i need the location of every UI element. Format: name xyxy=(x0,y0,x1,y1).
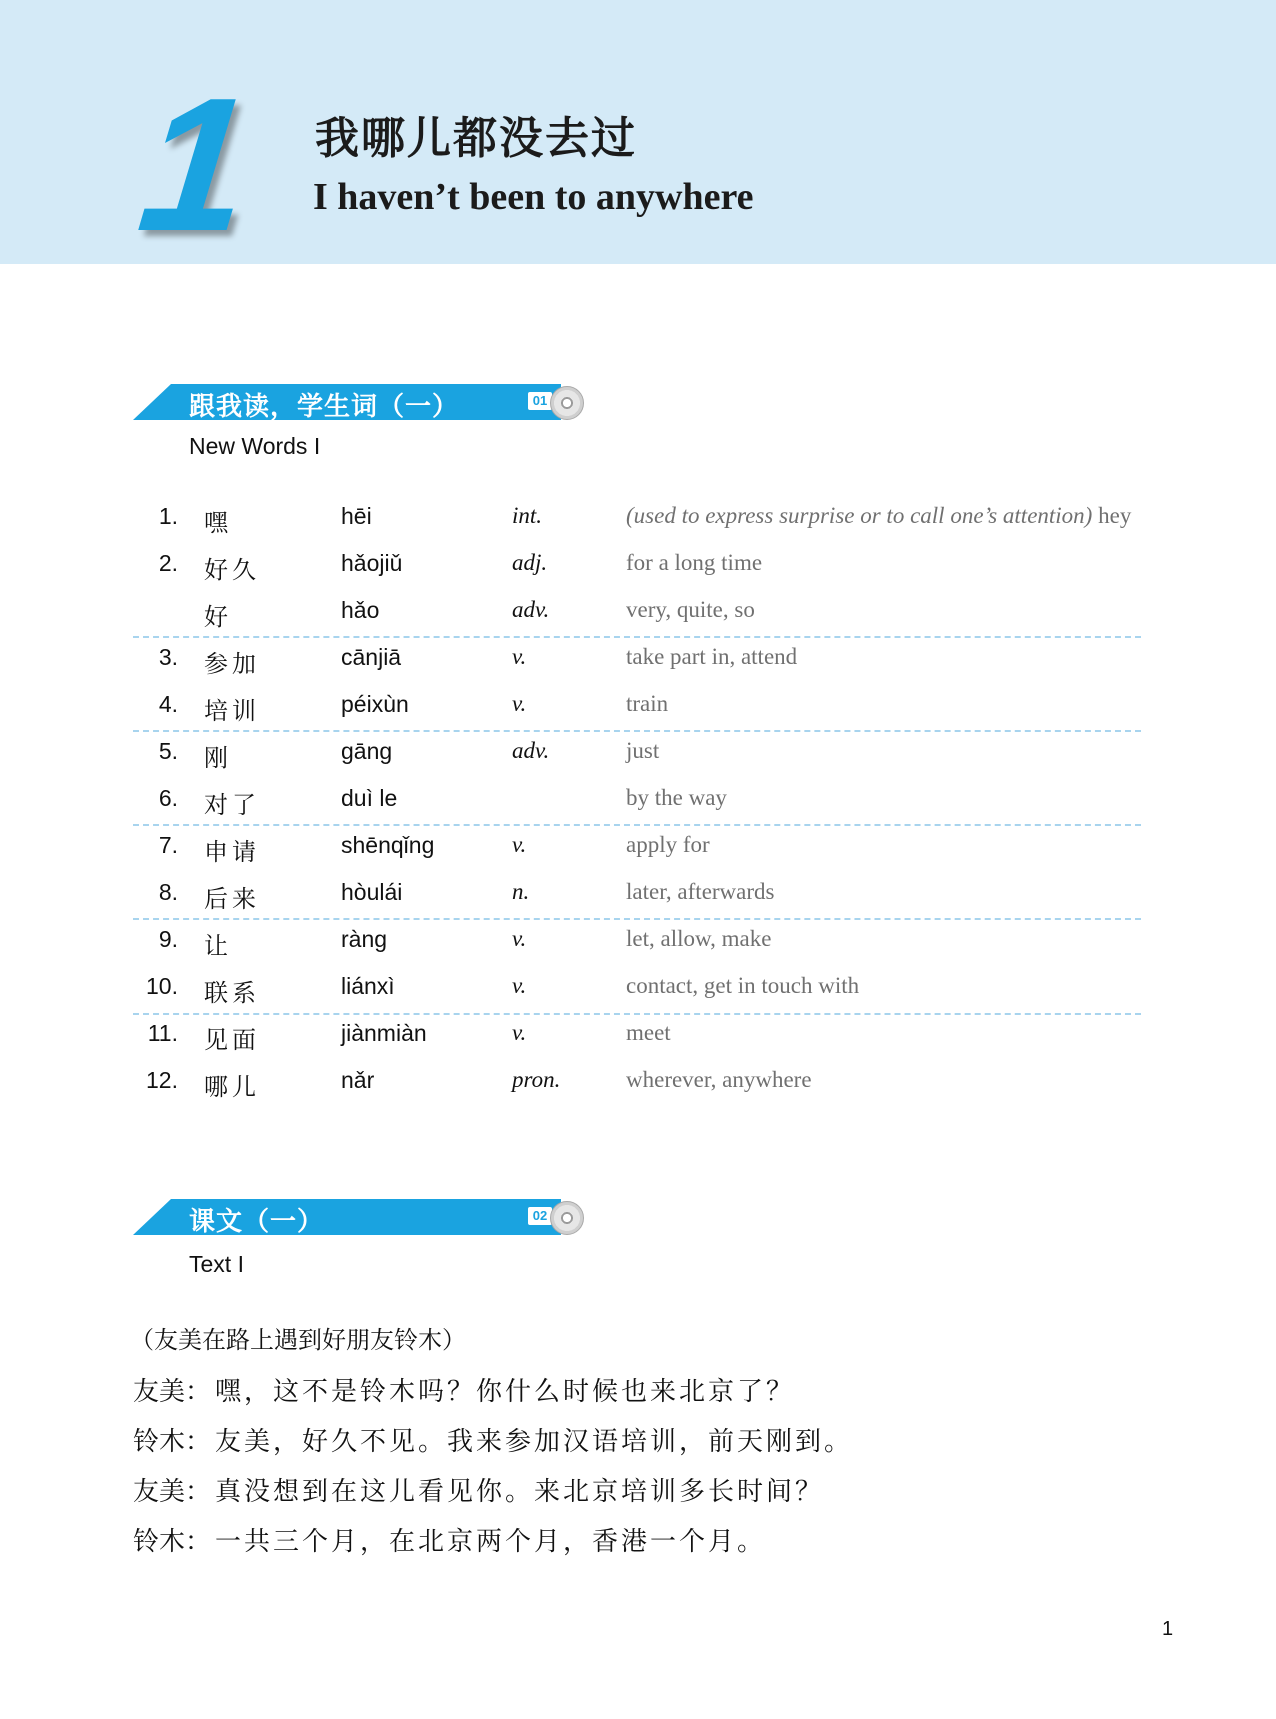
utterance: 真没想到在这儿看见你。来北京培训多长时间？ xyxy=(215,1477,825,1507)
vocab-number: 4. xyxy=(158,691,178,717)
vocab-pinyin: liánxì xyxy=(341,973,395,999)
vocab-row xyxy=(0,544,1276,591)
vocab-number: 8. xyxy=(158,879,178,905)
scene-description: （友美在路上遇到好朋友铃木） xyxy=(130,1326,466,1354)
vocab-meaning: take part in, attend xyxy=(626,644,798,669)
vocab-number: 6. xyxy=(158,785,178,811)
vocab-meaning: wherever, anywhere xyxy=(626,1067,812,1092)
vocab-row xyxy=(0,591,1276,638)
vocab-hanzi: 让 xyxy=(204,932,232,960)
vocab-number: 9. xyxy=(158,926,178,952)
vocab-meaning: later, afterwards xyxy=(626,879,775,904)
vocab-row xyxy=(0,1061,1276,1108)
vocab-divider xyxy=(133,636,1141,638)
vocab-meaning: by the way xyxy=(626,785,727,810)
vocab-divider xyxy=(133,1013,1141,1015)
vocab-number: 2. xyxy=(158,550,178,576)
vocab-meaning: for a long time xyxy=(626,550,763,575)
text-section-title: 课文（一） xyxy=(189,1207,325,1237)
vocab-pinyin: hòulái xyxy=(341,879,403,905)
lesson-title-english: I haven’t been to anywhere xyxy=(313,176,754,218)
utterance: 嘿，这不是铃木吗？你什么时候也来北京了？ xyxy=(215,1377,796,1407)
vocab-hanzi: 见面 xyxy=(204,1026,260,1054)
vocab-row xyxy=(0,1014,1276,1061)
vocab-hanzi: 嘿 xyxy=(204,509,232,537)
vocab-part-of-speech: adj. xyxy=(512,550,548,575)
speaker-name: 友美 xyxy=(133,1377,186,1407)
vocab-part-of-speech: adv. xyxy=(512,597,550,622)
vocab-part-of-speech: adv. xyxy=(512,738,550,763)
lesson-header xyxy=(0,0,1276,271)
vocab-pinyin: cānjiā xyxy=(341,644,402,670)
vocab-gloss: hey xyxy=(1092,503,1132,528)
vocab-divider xyxy=(133,824,1141,826)
vocab-hanzi: 参加 xyxy=(204,650,260,678)
speaker-name: 铃木 xyxy=(133,1427,186,1457)
vocab-hanzi: 申请 xyxy=(204,838,260,866)
vocab-meaning: let, allow, make xyxy=(626,926,772,951)
vocab-meaning: train xyxy=(626,691,669,716)
vocab-row xyxy=(0,967,1276,1014)
vocab-meaning: just xyxy=(626,738,660,763)
vocab-hanzi: 好 xyxy=(204,603,232,631)
vocab-row xyxy=(0,779,1276,826)
dialogue-line xyxy=(133,1521,766,1558)
vocab-pinyin: hēi xyxy=(341,503,372,529)
speaker-name: 铃木 xyxy=(133,1527,186,1557)
audio-cd-icon[interactable] xyxy=(550,1201,584,1235)
vocab-hanzi: 刚 xyxy=(204,744,232,772)
vocab-pinyin: ràng xyxy=(341,926,388,952)
vocab-meaning: contact, get in touch with xyxy=(626,973,860,998)
vocab-pinyin: shēnqǐng xyxy=(341,832,435,858)
vocab-part-of-speech: pron. xyxy=(512,1067,561,1092)
vocab-pinyin: duì le xyxy=(341,785,398,811)
vocab-meaning: apply for xyxy=(626,832,710,857)
speaker-colon: ： xyxy=(185,1527,212,1557)
speaker-name: 友美 xyxy=(133,1477,186,1507)
vocab-part-of-speech: v. xyxy=(512,832,527,857)
vocab-hanzi: 联系 xyxy=(204,979,260,1007)
vocab-row xyxy=(0,920,1276,967)
dialogue-line xyxy=(133,1421,853,1458)
vocab-hanzi: 好久 xyxy=(204,556,260,584)
vocab-part-of-speech: n. xyxy=(512,879,530,904)
vocab-row xyxy=(0,638,1276,685)
vocab-number: 1. xyxy=(158,503,178,529)
vocabulary-list xyxy=(0,497,1276,1108)
vocab-pinyin: gāng xyxy=(341,738,393,764)
speaker-colon: ： xyxy=(185,1377,212,1407)
dialogue-line xyxy=(133,1471,824,1508)
page-number: 1 xyxy=(1162,1618,1174,1640)
speaker-colon: ： xyxy=(185,1427,212,1457)
vocab-number: 5. xyxy=(158,738,178,764)
vocab-row xyxy=(0,732,1276,779)
dialogue-line xyxy=(133,1371,795,1408)
vocab-pinyin: jiànmiàn xyxy=(341,1020,427,1046)
vocab-pinyin: nǎr xyxy=(341,1067,375,1093)
audio-cd-icon[interactable] xyxy=(550,386,584,420)
vocab-hanzi: 对了 xyxy=(204,791,260,819)
vocab-number: 12. xyxy=(146,1067,178,1093)
vocab-number: 11. xyxy=(147,1020,178,1046)
vocab-number: 3. xyxy=(158,644,178,670)
track-number-badge: 02 xyxy=(528,1207,552,1225)
speaker-colon: ： xyxy=(185,1477,212,1507)
text-section-subtitle: Text I xyxy=(189,1251,244,1277)
vocab-part-of-speech: v. xyxy=(512,691,527,716)
vocab-number: 10. xyxy=(146,973,178,999)
utterance: 友美，好久不见。我来参加汉语培训，前天刚到。 xyxy=(215,1427,854,1457)
vocab-meaning: very, quite, so xyxy=(626,597,755,622)
vocab-hanzi: 培训 xyxy=(204,697,260,725)
vocab-divider xyxy=(133,918,1141,920)
vocab-part-of-speech: v. xyxy=(512,926,527,951)
vocab-divider xyxy=(133,730,1141,732)
vocab-part-of-speech: int. xyxy=(512,503,543,528)
text-banner xyxy=(133,1199,583,1237)
vocab-number: 7. xyxy=(158,832,178,858)
vocab-pinyin: hǎo xyxy=(341,597,380,623)
vocab-part-of-speech: v. xyxy=(512,973,527,998)
new-words-title: 跟我读，学生词（一） xyxy=(189,392,460,422)
new-words-banner xyxy=(133,384,583,422)
new-words-subtitle: New Words I xyxy=(189,433,321,459)
vocab-pinyin: hǎojiǔ xyxy=(341,550,403,576)
lesson-number: 1 xyxy=(130,59,259,271)
vocab-row xyxy=(0,497,1276,544)
utterance: 一共三个月，在北京两个月，香港一个月。 xyxy=(215,1527,767,1557)
vocab-pinyin: péixùn xyxy=(341,691,409,717)
vocab-row xyxy=(0,873,1276,920)
vocab-meaning: meet xyxy=(626,1020,671,1045)
vocab-row xyxy=(0,685,1276,732)
lesson-title-chinese: 我哪儿都没去过 xyxy=(315,113,637,164)
vocab-hanzi: 哪儿 xyxy=(204,1073,260,1101)
vocab-hanzi: 后来 xyxy=(204,885,260,913)
vocab-part-of-speech: v. xyxy=(512,1020,527,1045)
vocab-meaning xyxy=(626,503,1131,529)
vocab-row xyxy=(0,826,1276,873)
vocab-part-of-speech: v. xyxy=(512,644,527,669)
vocab-usage-note: (used to express surprise or to call one’s attention) xyxy=(626,503,1093,528)
track-number-badge: 01 xyxy=(528,392,552,410)
